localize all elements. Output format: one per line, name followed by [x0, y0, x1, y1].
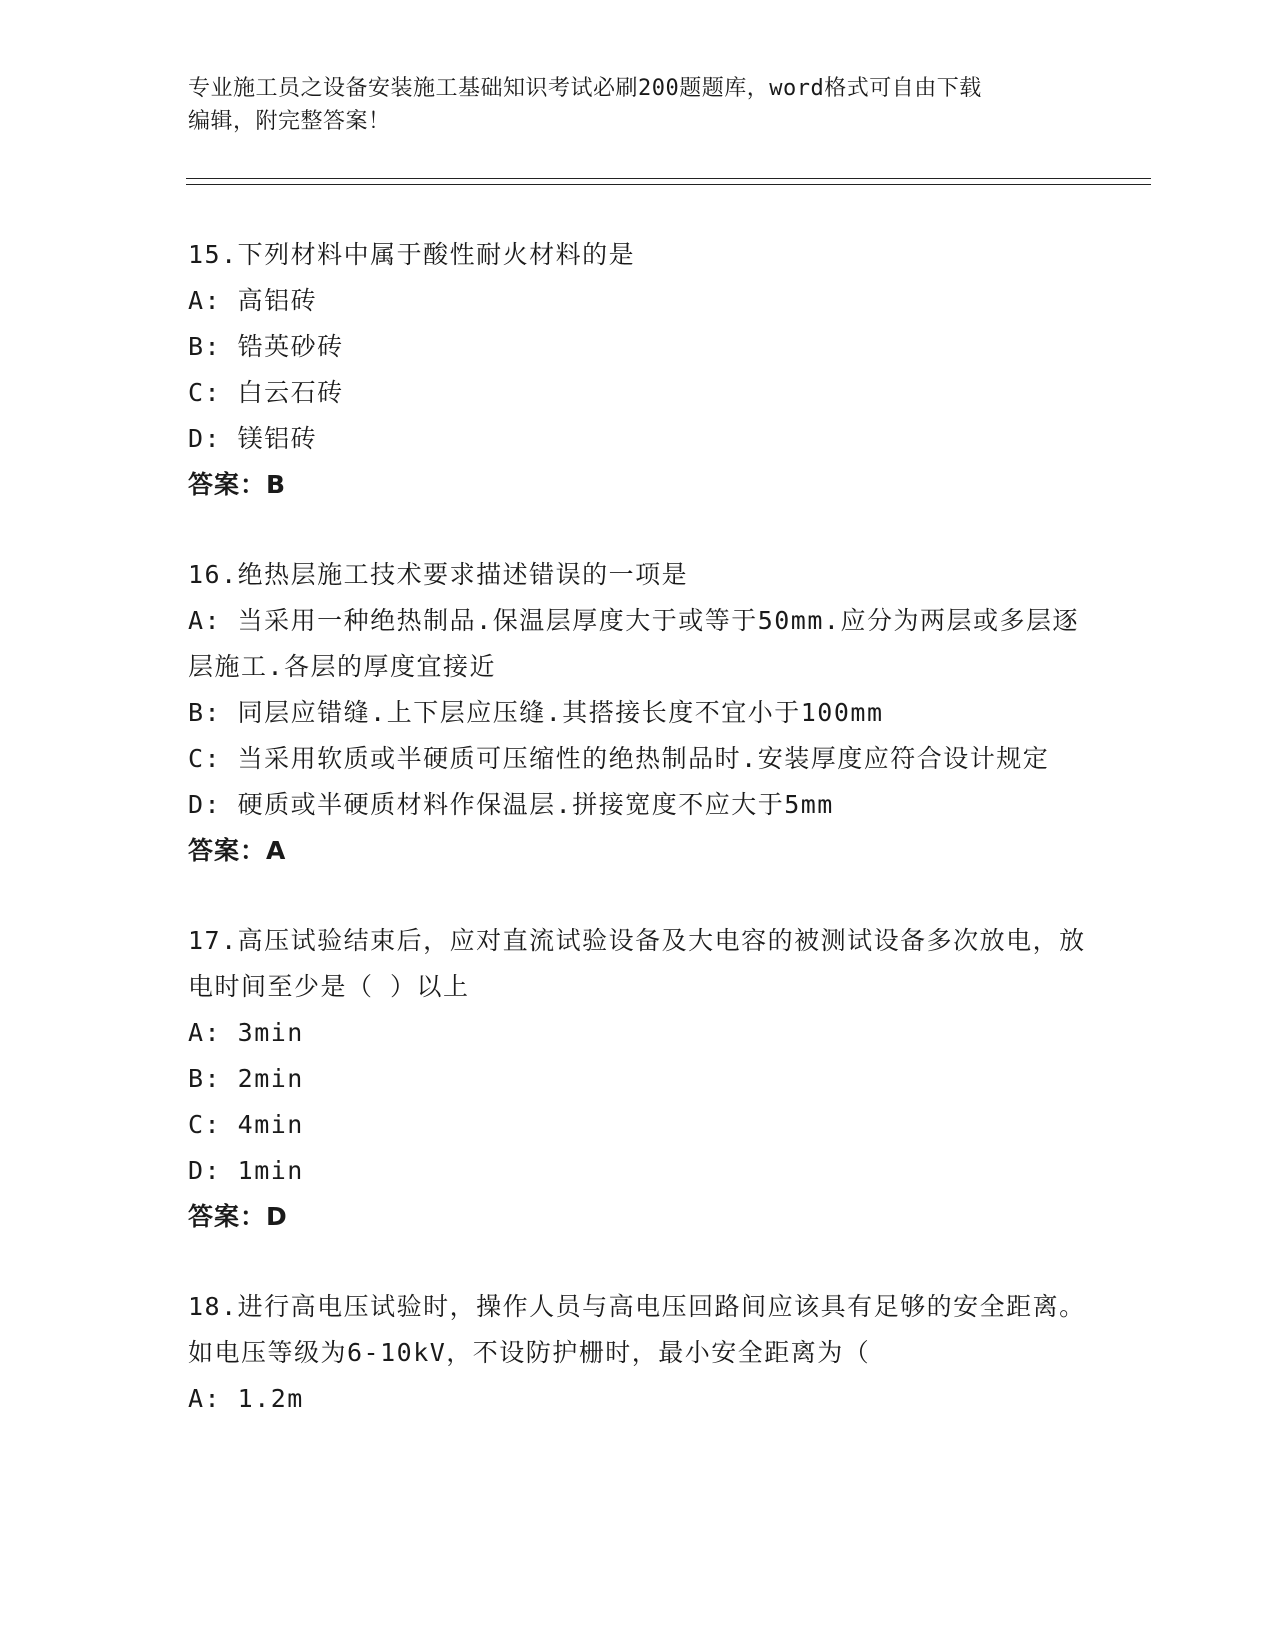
header-divider-top [186, 178, 1151, 179]
option-d: D: 1min [188, 1156, 304, 1185]
option-d: D: 镁铝砖 [188, 424, 318, 453]
option-b: B: 锆英砂砖 [188, 332, 344, 361]
option-a: A: 当采用一种绝热制品.保温层厚度大于或等于50mm.应分为两层或多层逐层施工.各层的厚度宜接近 [188, 606, 1079, 681]
question-stem: 18.进行高电压试验时，操作人员与高电压回路间应该具有足够的安全距离。如电压等级为6-10kV，不设防护栅时，最小安全距离为（ [188, 1292, 1086, 1367]
question-list [188, 232, 1088, 1466]
question-stem: 16.绝热层施工技术要求描述错误的一项是 [188, 560, 689, 589]
answer: 答案：B [188, 470, 287, 499]
answer: 答案：D [188, 1202, 288, 1231]
option-a: A: 1.2m [188, 1384, 304, 1413]
option-c: C: 4min [188, 1110, 304, 1139]
option-a: A: 3min [188, 1018, 304, 1047]
option-d: D: 硬质或半硬质材料作保温层.拼接宽度不应大于5mm [188, 790, 834, 819]
question-15 [188, 232, 1088, 508]
question-stem: 17.高压试验结束后，应对直流试验设备及大电容的被测试设备多次放电，放电时间至少是（ ）以上 [188, 926, 1086, 1001]
option-b: B: 同层应错缝.上下层应压缝.其搭接长度不宜小于100mm [188, 698, 884, 727]
header-line-1: 专业施工员之设备安装施工基础知识考试必刷200题题库，word格式可自由下载 [188, 76, 982, 101]
question-16 [188, 552, 1088, 874]
header-line-2: 编辑，附完整答案！ [188, 109, 391, 134]
question-17 [188, 918, 1088, 1240]
question-18 [188, 1284, 1088, 1422]
option-c: C: 当采用软质或半硬质可压缩性的绝热制品时.安装厚度应符合设计规定 [188, 744, 1050, 773]
answer: 答案：A [188, 836, 287, 865]
header-divider-bottom [186, 184, 1151, 185]
question-stem: 15.下列材料中属于酸性耐火材料的是 [188, 240, 636, 269]
document-header [188, 72, 1088, 138]
option-a: A: 高铝砖 [188, 286, 318, 315]
option-b: B: 2min [188, 1064, 304, 1093]
option-c: C: 白云石砖 [188, 378, 344, 407]
